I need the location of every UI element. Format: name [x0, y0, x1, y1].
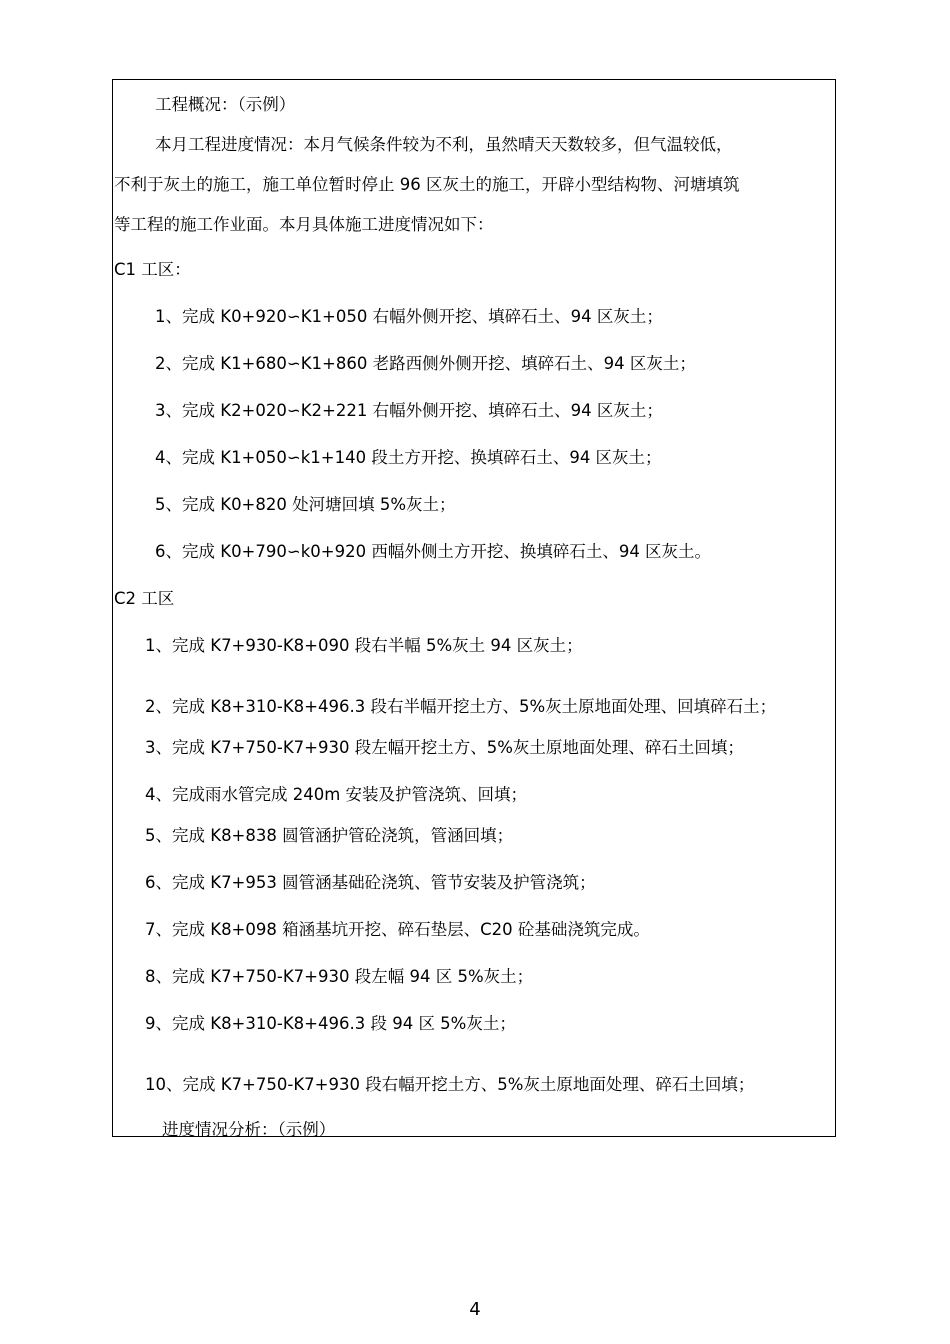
c1-list-item: 3、完成 K2+020∽K2+221 右幅外侧开挖、填碎石土、94 区灰土；	[155, 401, 663, 420]
progress-paragraph-line-1: 本月工程进度情况：本月气候条件较为不利，虽然晴天天数较多，但气温较低，	[155, 135, 733, 154]
c1-list-item: 2、完成 K1+680∽K1+860 老路西侧外侧开挖、填碎石土、94 区灰土；	[155, 354, 696, 373]
c1-list-item: 5、完成 K0+820 处河塘回填 5%灰土；	[155, 495, 456, 514]
c2-list-item: 8、完成 K7+750-K7+930 段左幅 94 区 5%灰土；	[145, 967, 534, 986]
c1-section-title: C1 工区：	[114, 260, 191, 279]
c2-list-item: 10、完成 K7+750-K7+930 段右幅开挖土方、5%灰土原地面处理、碎石土回填；	[145, 1075, 755, 1094]
c1-list-item: 6、完成 K0+790∽k0+920 西幅外侧土方开挖、换填碎石土、94 区灰土。	[155, 542, 712, 561]
c2-list-item: 5、完成 K8+838 圆管涵护管砼浇筑，管涵回填；	[145, 826, 514, 845]
c2-list-item: 2、完成 K8+310-K8+496.3 段右半幅开挖土方、5%灰土原地面处理、回填碎石土；	[145, 697, 777, 716]
c2-list-item: 4、完成雨水管完成 240m 安装及护管浇筑、回填；	[145, 785, 528, 804]
overview-heading: 工程概况：（示例）	[155, 95, 296, 114]
c1-list-item: 1、完成 K0+920∽K1+050 右幅外侧开挖、填碎石土、94 区灰土；	[155, 307, 663, 326]
progress-paragraph-line-2: 不利于灰土的施工，施工单位暂时停止 96 区灰土的施工，开辟小型结构物、河塘填筑	[114, 175, 740, 194]
c1-list-item: 4、完成 K1+050∽k1+140 段土方开挖、换填碎石土、94 区灰土；	[155, 448, 662, 467]
c2-list-item: 7、完成 K8+098 箱涵基坑开挖、碎石垫层、C20 砼基础浇筑完成。	[145, 920, 650, 939]
progress-paragraph-line-3: 等工程的施工作业面。本月具体施工进度情况如下：	[114, 215, 494, 234]
page-number: 4	[469, 1299, 481, 1320]
analysis-heading: 进度情况分析：（示例）	[162, 1120, 336, 1139]
c2-list-item: 1、完成 K7+930-K8+090 段右半幅 5%灰土 94 区灰土；	[145, 636, 583, 655]
c2-list-item: 9、完成 K8+310-K8+496.3 段 94 区 5%灰土；	[145, 1014, 516, 1033]
c2-list-item: 6、完成 K7+953 圆管涵基础砼浇筑、管节安装及护管浇筑；	[145, 873, 596, 892]
c2-list-item: 3、完成 K7+750-K7+930 段左幅开挖土方、5%灰土原地面处理、碎石土回填；	[145, 738, 744, 757]
c2-section-title: C2 工区	[114, 589, 175, 608]
